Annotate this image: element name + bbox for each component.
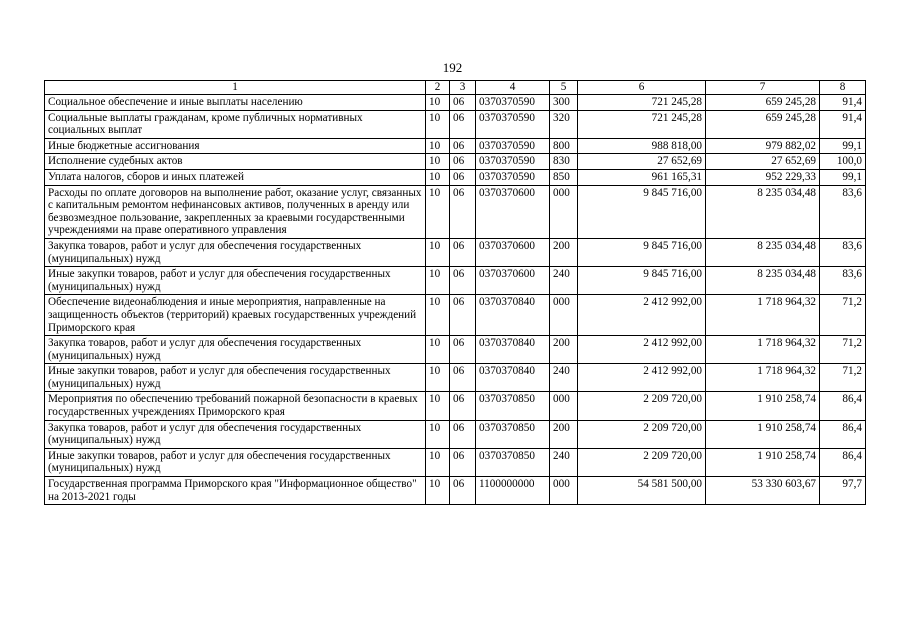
- target-article-cell: 0370370850: [476, 448, 550, 476]
- plan-amount-cell: 9 845 716,00: [578, 267, 706, 295]
- percent-cell: 100,0: [820, 154, 866, 170]
- percent-cell: 83,6: [820, 238, 866, 266]
- actual-amount-cell: 659 245,28: [706, 95, 820, 111]
- row-name-cell: Социальное обеспечение и иные выплаты населению: [45, 95, 426, 111]
- section-cell: 10: [426, 364, 450, 392]
- percent-cell: 71,2: [820, 295, 866, 336]
- section-cell: 10: [426, 169, 450, 185]
- actual-amount-cell: 1 910 258,74: [706, 420, 820, 448]
- row-name-cell: Иные бюджетные ассигнования: [45, 138, 426, 154]
- row-name-cell: Иные закупки товаров, работ и услуг для обеспечения государственных (муниципальных) нужд: [45, 267, 426, 295]
- expense-type-cell: 000: [550, 477, 578, 505]
- row-name-cell: Уплата налогов, сборов и иных платежей: [45, 169, 426, 185]
- table-row: [45, 420, 866, 448]
- row-name-cell: Государственная программа Приморского края "Информационное общество" на 2013-2021 годы: [45, 477, 426, 505]
- actual-amount-cell: 1 910 258,74: [706, 392, 820, 420]
- actual-amount-cell: 8 235 034,48: [706, 185, 820, 238]
- expense-type-cell: 320: [550, 110, 578, 138]
- plan-amount-cell: 961 165,31: [578, 169, 706, 185]
- column-header: 8: [820, 81, 866, 95]
- actual-amount-cell: 659 245,28: [706, 110, 820, 138]
- expense-type-cell: 240: [550, 448, 578, 476]
- subsection-cell: 06: [450, 95, 476, 111]
- subsection-cell: 06: [450, 364, 476, 392]
- target-article-cell: 0370370600: [476, 267, 550, 295]
- percent-cell: 86,4: [820, 420, 866, 448]
- subsection-cell: 06: [450, 138, 476, 154]
- subsection-cell: 06: [450, 477, 476, 505]
- subsection-cell: 06: [450, 154, 476, 170]
- section-cell: 10: [426, 154, 450, 170]
- percent-cell: 91,4: [820, 110, 866, 138]
- percent-cell: 83,6: [820, 267, 866, 295]
- subsection-cell: 06: [450, 267, 476, 295]
- table-row: [45, 477, 866, 505]
- actual-amount-cell: 1 718 964,32: [706, 295, 820, 336]
- expense-type-cell: 850: [550, 169, 578, 185]
- percent-cell: 99,1: [820, 138, 866, 154]
- subsection-cell: 06: [450, 110, 476, 138]
- table-row: [45, 392, 866, 420]
- expense-type-cell: 800: [550, 138, 578, 154]
- actual-amount-cell: 952 229,33: [706, 169, 820, 185]
- column-header: 2: [426, 81, 450, 95]
- target-article-cell: 0370370850: [476, 420, 550, 448]
- table-row: [45, 238, 866, 266]
- section-cell: 10: [426, 110, 450, 138]
- target-article-cell: 0370370590: [476, 110, 550, 138]
- percent-cell: 97,7: [820, 477, 866, 505]
- subsection-cell: 06: [450, 420, 476, 448]
- row-name-cell: Расходы по оплате договоров на выполнение работ, оказание услуг, связанных с капитальным ремонтом нефинансовых активов, полученных в аренду или безвозмездное пользование, закрепленных за краевыми государственными учреждениями на праве оперативного управления: [45, 185, 426, 238]
- section-cell: 10: [426, 95, 450, 111]
- percent-cell: 71,2: [820, 364, 866, 392]
- percent-cell: 71,2: [820, 336, 866, 364]
- expense-type-cell: 830: [550, 154, 578, 170]
- subsection-cell: 06: [450, 448, 476, 476]
- target-article-cell: 1100000000: [476, 477, 550, 505]
- row-name-cell: Закупка товаров, работ и услуг для обеспечения государственных (муниципальных) нужд: [45, 420, 426, 448]
- row-name-cell: Обеспечение видеонаблюдения и иные мероприятия, направленные на защищенность объектов (территорий) краевых государственных учреждений Приморского края: [45, 295, 426, 336]
- percent-cell: 86,4: [820, 448, 866, 476]
- target-article-cell: 0370370590: [476, 154, 550, 170]
- expense-type-cell: 200: [550, 336, 578, 364]
- actual-amount-cell: 1 718 964,32: [706, 336, 820, 364]
- table-row: [45, 169, 866, 185]
- column-header: 7: [706, 81, 820, 95]
- table-row: [45, 295, 866, 336]
- plan-amount-cell: 9 845 716,00: [578, 185, 706, 238]
- section-cell: 10: [426, 185, 450, 238]
- row-name-cell: Иные закупки товаров, работ и услуг для обеспечения государственных (муниципальных) нужд: [45, 448, 426, 476]
- section-cell: 10: [426, 295, 450, 336]
- table-row: [45, 336, 866, 364]
- target-article-cell: 0370370840: [476, 364, 550, 392]
- expense-type-cell: 240: [550, 267, 578, 295]
- target-article-cell: 0370370590: [476, 95, 550, 111]
- section-cell: 10: [426, 138, 450, 154]
- row-name-cell: Социальные выплаты гражданам, кроме публичных нормативных социальных выплат: [45, 110, 426, 138]
- table-row: [45, 154, 866, 170]
- target-article-cell: 0370370600: [476, 238, 550, 266]
- plan-amount-cell: 2 412 992,00: [578, 295, 706, 336]
- row-name-cell: Мероприятия по обеспечению требований пожарной безопасности в краевых государственных учреждениях Приморского края: [45, 392, 426, 420]
- expense-type-cell: 000: [550, 392, 578, 420]
- column-header: 6: [578, 81, 706, 95]
- table-row: [45, 364, 866, 392]
- actual-amount-cell: 8 235 034,48: [706, 267, 820, 295]
- table-row: [45, 138, 866, 154]
- plan-amount-cell: 9 845 716,00: [578, 238, 706, 266]
- subsection-cell: 06: [450, 169, 476, 185]
- table-row: [45, 267, 866, 295]
- percent-cell: 83,6: [820, 185, 866, 238]
- column-header: 5: [550, 81, 578, 95]
- budget-table: [44, 80, 866, 505]
- actual-amount-cell: 8 235 034,48: [706, 238, 820, 266]
- target-article-cell: 0370370600: [476, 185, 550, 238]
- plan-amount-cell: 54 581 500,00: [578, 477, 706, 505]
- target-article-cell: 0370370840: [476, 336, 550, 364]
- percent-cell: 91,4: [820, 95, 866, 111]
- subsection-cell: 06: [450, 238, 476, 266]
- subsection-cell: 06: [450, 185, 476, 238]
- section-cell: 10: [426, 238, 450, 266]
- row-name-cell: Исполнение судебных актов: [45, 154, 426, 170]
- target-article-cell: 0370370840: [476, 295, 550, 336]
- expense-type-cell: 240: [550, 364, 578, 392]
- expense-type-cell: 000: [550, 185, 578, 238]
- column-header: 4: [476, 81, 550, 95]
- section-cell: 10: [426, 336, 450, 364]
- section-cell: 10: [426, 420, 450, 448]
- subsection-cell: 06: [450, 392, 476, 420]
- row-name-cell: Закупка товаров, работ и услуг для обеспечения государственных (муниципальных) нужд: [45, 238, 426, 266]
- actual-amount-cell: 27 652,69: [706, 154, 820, 170]
- plan-amount-cell: 721 245,28: [578, 95, 706, 111]
- section-cell: 10: [426, 267, 450, 295]
- target-article-cell: 0370370590: [476, 138, 550, 154]
- subsection-cell: 06: [450, 295, 476, 336]
- target-article-cell: 0370370590: [476, 169, 550, 185]
- plan-amount-cell: 2 209 720,00: [578, 420, 706, 448]
- section-cell: 10: [426, 477, 450, 505]
- plan-amount-cell: 2 209 720,00: [578, 392, 706, 420]
- expense-type-cell: 300: [550, 95, 578, 111]
- percent-cell: 86,4: [820, 392, 866, 420]
- table-row: [45, 95, 866, 111]
- plan-amount-cell: 2 412 992,00: [578, 364, 706, 392]
- expense-type-cell: 200: [550, 420, 578, 448]
- percent-cell: 99,1: [820, 169, 866, 185]
- row-name-cell: Иные закупки товаров, работ и услуг для обеспечения государственных (муниципальных) нужд: [45, 364, 426, 392]
- section-cell: 10: [426, 392, 450, 420]
- plan-amount-cell: 2 412 992,00: [578, 336, 706, 364]
- page-number: 192: [442, 60, 463, 75]
- column-header: 3: [450, 81, 476, 95]
- row-name-cell: Закупка товаров, работ и услуг для обеспечения государственных (муниципальных) нужд: [45, 336, 426, 364]
- expense-type-cell: 000: [550, 295, 578, 336]
- table-body: [45, 95, 866, 505]
- table-row: [45, 185, 866, 238]
- plan-amount-cell: 2 209 720,00: [578, 448, 706, 476]
- table-row: [45, 110, 866, 138]
- table-header-row: [45, 81, 866, 95]
- column-header: 1: [45, 81, 426, 95]
- plan-amount-cell: 988 818,00: [578, 138, 706, 154]
- actual-amount-cell: 53 330 603,67: [706, 477, 820, 505]
- actual-amount-cell: 1 910 258,74: [706, 448, 820, 476]
- subsection-cell: 06: [450, 336, 476, 364]
- table-row: [45, 448, 866, 476]
- section-cell: 10: [426, 448, 450, 476]
- actual-amount-cell: 979 882,02: [706, 138, 820, 154]
- target-article-cell: 0370370850: [476, 392, 550, 420]
- actual-amount-cell: 1 718 964,32: [706, 364, 820, 392]
- plan-amount-cell: 721 245,28: [578, 110, 706, 138]
- plan-amount-cell: 27 652,69: [578, 154, 706, 170]
- expense-type-cell: 200: [550, 238, 578, 266]
